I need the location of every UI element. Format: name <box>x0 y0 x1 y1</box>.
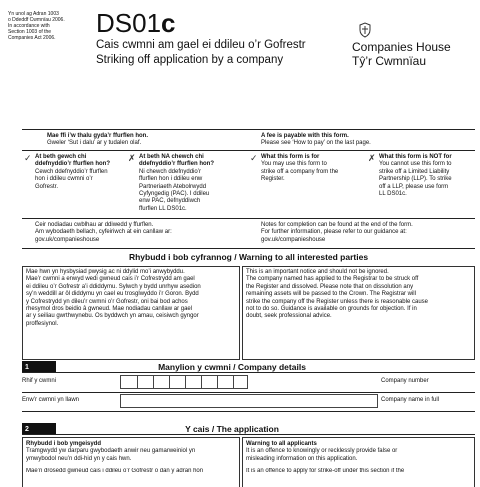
brand: Companies House Tŷ’r Cwmnïau <box>352 40 451 68</box>
form-title-english: Striking off application by a company <box>96 54 284 66</box>
cross-icon: ✗ <box>128 153 136 163</box>
form-code: DS01c <box>96 8 176 38</box>
notes-welsh: Ceir nodiadau cwblhau ar ddiwedd y ffurflen. Am wybodaeth bellach, cyfeiriwch at ein canllaw ar: gov.uk/companieshouse <box>35 222 172 243</box>
company-name-label-english: Company name in full <box>381 397 440 403</box>
crest-icon <box>358 22 372 38</box>
section-2-title: Y cais / The application <box>185 424 279 434</box>
usage-col-cannot-english: What this form is NOT for You cannot use this form to strike off a Limited Liability Partnership (LLP). To strike off a LLP, please use form LL DS01c. <box>379 154 452 198</box>
tick-icon: ✓ <box>250 153 258 163</box>
applicant-warning-welsh: Rhybudd i bob ymgeisydd Tramgwydd yw darparu gwybodaeth anwir neu gamarweiniol yn ymwybodol neu’n ddi-hid yn y cais hwn. Mae’n drosedd gwneud cais i ddileu o’r Gofrestr o dan y adran hon <box>22 437 240 487</box>
company-number-label-welsh: Rhif y cwmni <box>22 378 57 384</box>
warning-heading: Rhybudd i bob cyfrannog / Warning to all interested parties <box>128 252 369 262</box>
fee-english: A fee is payable with this form. Please see ‘How to pay’ on the last page. <box>261 133 371 147</box>
usage-col-can-welsh: At beth gewch chi ddefnyddio’r ffurflen hon? Cewch ddefnyddio’r ffurflen hon i ddileu cwmni o’r Gofrestr. <box>35 154 110 190</box>
warning-welsh-box: Mae hwn yn hysbysiad pwysig ac ni ddylid mo’i anwybyddu. Mae’r cwmni a enwyd wedi gwneud cais i’r Cofrestrydd am gael ei ddileu o’r Gofrestr a’i ddiddymu. Sylwch y bydd unrhyw asedion sy’n weddill ar ôl diddymu yn cael eu trosglwyddo i’r Goron. Bydd y Cofrestrydd yn dileu’r cwmni o’r Gofrestr, oni bai bod achos rhesymol dros beidio â gwneud. Mae nodiadau canllaw ar gael ar y seiliau gwrthwynebu. Os byddwch yn amau, ceisiwch gyngor proffesiynol. <box>22 266 240 360</box>
section-1-number: 1 <box>22 361 56 373</box>
company-number-input[interactable] <box>120 375 248 389</box>
fee-welsh: Mae ffi i’w thalu gyda’r ffurflen hon. Gweler ‘Sut i dalu’ ar y tudalen olaf. <box>47 133 149 147</box>
cross-icon: ✗ <box>368 153 376 163</box>
company-number-label-english: Company number <box>381 378 429 384</box>
applicant-warning-english: Warning to all applicants It is an offence to knowingly or recklessly provide false or misleading information on this application. It is an offence to apply for strike-off under this section if the <box>242 437 475 487</box>
company-name-input[interactable] <box>120 394 378 408</box>
warning-english-box: This is an important notice and should not be ignored. The company named has applied to the Registrar to be struck off the Register and dissolved. Please note that on dissolution any remaining assets will be passed to the Crown. The Registrar will strike the company off the Register unless there is reasonable cause not to do so. Guidance is available on grounds for objection. If in doubt, seek professional advice. <box>242 266 475 360</box>
usage-col-can-english: What this form is for You may use this form to strike off a company from the Register. <box>261 154 339 183</box>
tick-icon: ✓ <box>24 153 32 163</box>
section-1-title: Manylion y cwmni / Company details <box>158 362 306 372</box>
notes-english: Notes for completion can be found at the end of the form. For further information, please refer to our guidance at: gov.uk/companieshouse <box>261 222 413 243</box>
legal-reference-note: Yn unol ag Adran 1003 o Ddeddf Cwmnïau 2006. In accordance with Section 1003 of the Companies Act 2006. <box>8 11 65 41</box>
form-title <box>96 38 306 68</box>
form-title-welsh: Cais cwmni am gael ei ddileu o’r Gofrestr <box>96 39 306 51</box>
section-2-number: 2 <box>22 423 56 435</box>
usage-col-cannot-welsh: At beth NA chewch chi ddefnyddio’r ffurflen hon? Ni chewch ddefnyddio’r ffurflen hon i ddileu enw Partneriaeth Atebolrwydd Cyfyngedig (PAC). I ddileu enw PAC, defnyddiwch ffurflen LL DS01c. <box>139 154 214 212</box>
company-name-label-welsh: Enw’r cwmni yn llawn <box>22 397 80 403</box>
